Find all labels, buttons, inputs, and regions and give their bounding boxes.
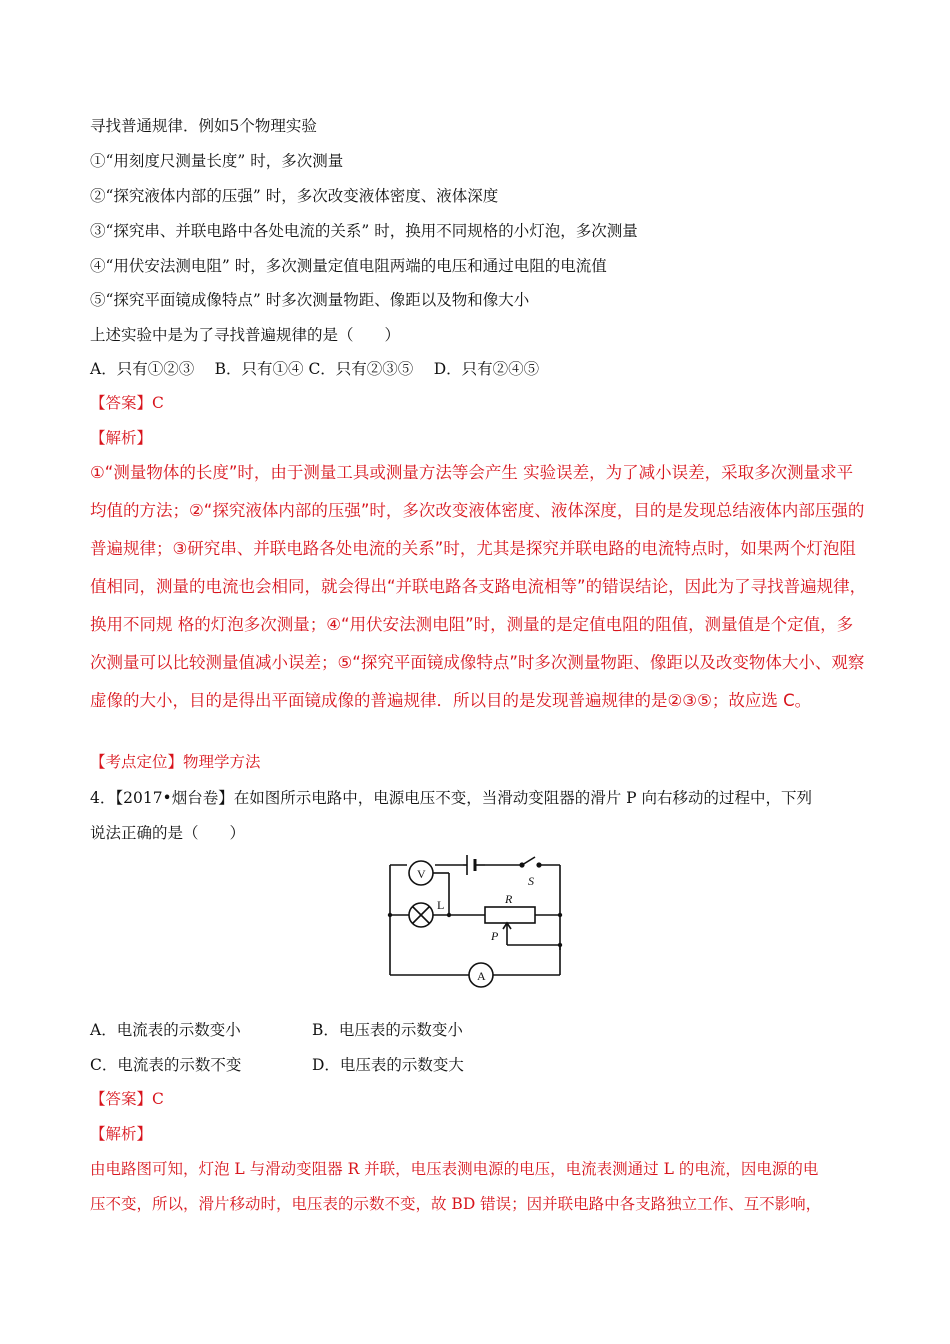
q3-line-3: ②“探究液体内部的压强” 时，多次改变液体密度、液体深度 (90, 187, 499, 205)
lamp-label: L (437, 898, 445, 912)
q3-line-1: 寻找普通规律．例如5个物理实验 (90, 117, 317, 135)
q3-question: 上述实验中是为了寻找普遍规律的是（ ） (90, 326, 401, 344)
q4-analysis-label: 【解析】 (90, 1125, 153, 1143)
q4-option-d: D．电压表的示数变大 (312, 1056, 464, 1074)
rheostat-label: R (505, 892, 513, 906)
q3-line-5: ④“用伏安法测电阻” 时，多次测量定值电阻两端的电压和通过电阻的电流值 (90, 257, 607, 275)
slider-label: P (491, 929, 499, 943)
q4-option-b: B．电压表的示数变小 (312, 1021, 463, 1039)
q3-analysis-label: 【解析】 (90, 429, 153, 447)
q3-answer: 【答案】C (90, 394, 164, 412)
voltmeter-label: V (417, 867, 426, 881)
q3-analysis-line-3: 普遍规律；③研究串、并联电路各处电流的关系”时，尤其是探究并联电路的电流特点时，如果两个灯泡阻 (90, 539, 856, 558)
q4-stem-line-2: 说法正确的是（ ） (90, 824, 246, 842)
q3-analysis-line-5: 换用不同规 格的灯泡多次测量；④“用伏安法测电阻”时，测量的是定值电阻的阻值，测量值是个定值，多 (90, 615, 854, 634)
q3-kaodian: 【考点定位】物理学方法 (90, 753, 261, 771)
q3-analysis-line-4: 值相同，测量的电流也会相同，就会得出“并联电路各支路电流相等”的错误结论，因此为了寻找普遍规律， (90, 577, 867, 596)
q4-analysis-line-1: 由电路图可知，灯泡 L 与滑动变阻器 R 并联，电压表测电源的电压，电流表测通过 L 的电流，因电源的电 (90, 1160, 819, 1178)
q4-answer: 【答案】C (90, 1090, 164, 1108)
q3-analysis-line-1: ①“测量物体的长度”时，由于测量工具或测量方法等会产生 实验误差，为了减小误差，采取多次测量求平 (90, 463, 854, 482)
q3-analysis-line-6: 次测量可以比较测量值减小误差；⑤“探究平面镜成像特点”时多次测量物距、像距以及改变物体大小、观察 (90, 653, 865, 672)
q4-option-c: C．电流表的示数不变 (90, 1056, 242, 1074)
q4-option-a: A．电流表的示数变小 (90, 1021, 241, 1039)
q3-line-2: ①“用刻度尺测量长度” 时，多次测量 (90, 152, 344, 170)
q3-line-4: ③“探究串、并联电路中各处电流的关系” 时，换用不同规格的小灯泡，多次测量 (90, 222, 638, 240)
q3-analysis-line-7: 虚像的大小，目的是得出平面镜成像的普遍规律．所以目的是发现普遍规律的是②③⑤；故应选 C。 (90, 691, 812, 710)
ammeter-label: A (477, 969, 486, 983)
circuit-diagram (385, 855, 565, 990)
q3-line-6: ⑤“探究平面镜成像特点” 时多次测量物距、像距以及物和像大小 (90, 291, 530, 309)
rheostat-icon (485, 907, 535, 923)
q3-analysis-line-2: 均值的方法；②“探究液体内部的压强”时，多次改变液体密度、液体深度，目的是发现总结液体内部压强的 (90, 501, 865, 520)
q4-analysis-line-2: 压不变，所以，滑片移动时，电压表的示数不变，故 BD 错误；因并联电路中各支路独立工作、互不影响， (90, 1195, 822, 1213)
q4-stem-line-1: 4．【2017•烟台卷】在如图所示电路中，电源电压不变，当滑动变阻器的滑片 P 向右移动的过程中，下列 (90, 789, 812, 807)
switch-label: S (528, 874, 534, 888)
q3-options: A．只有①②③ B．只有①④ C．只有②③⑤ D．只有②④⑤ (90, 360, 540, 378)
